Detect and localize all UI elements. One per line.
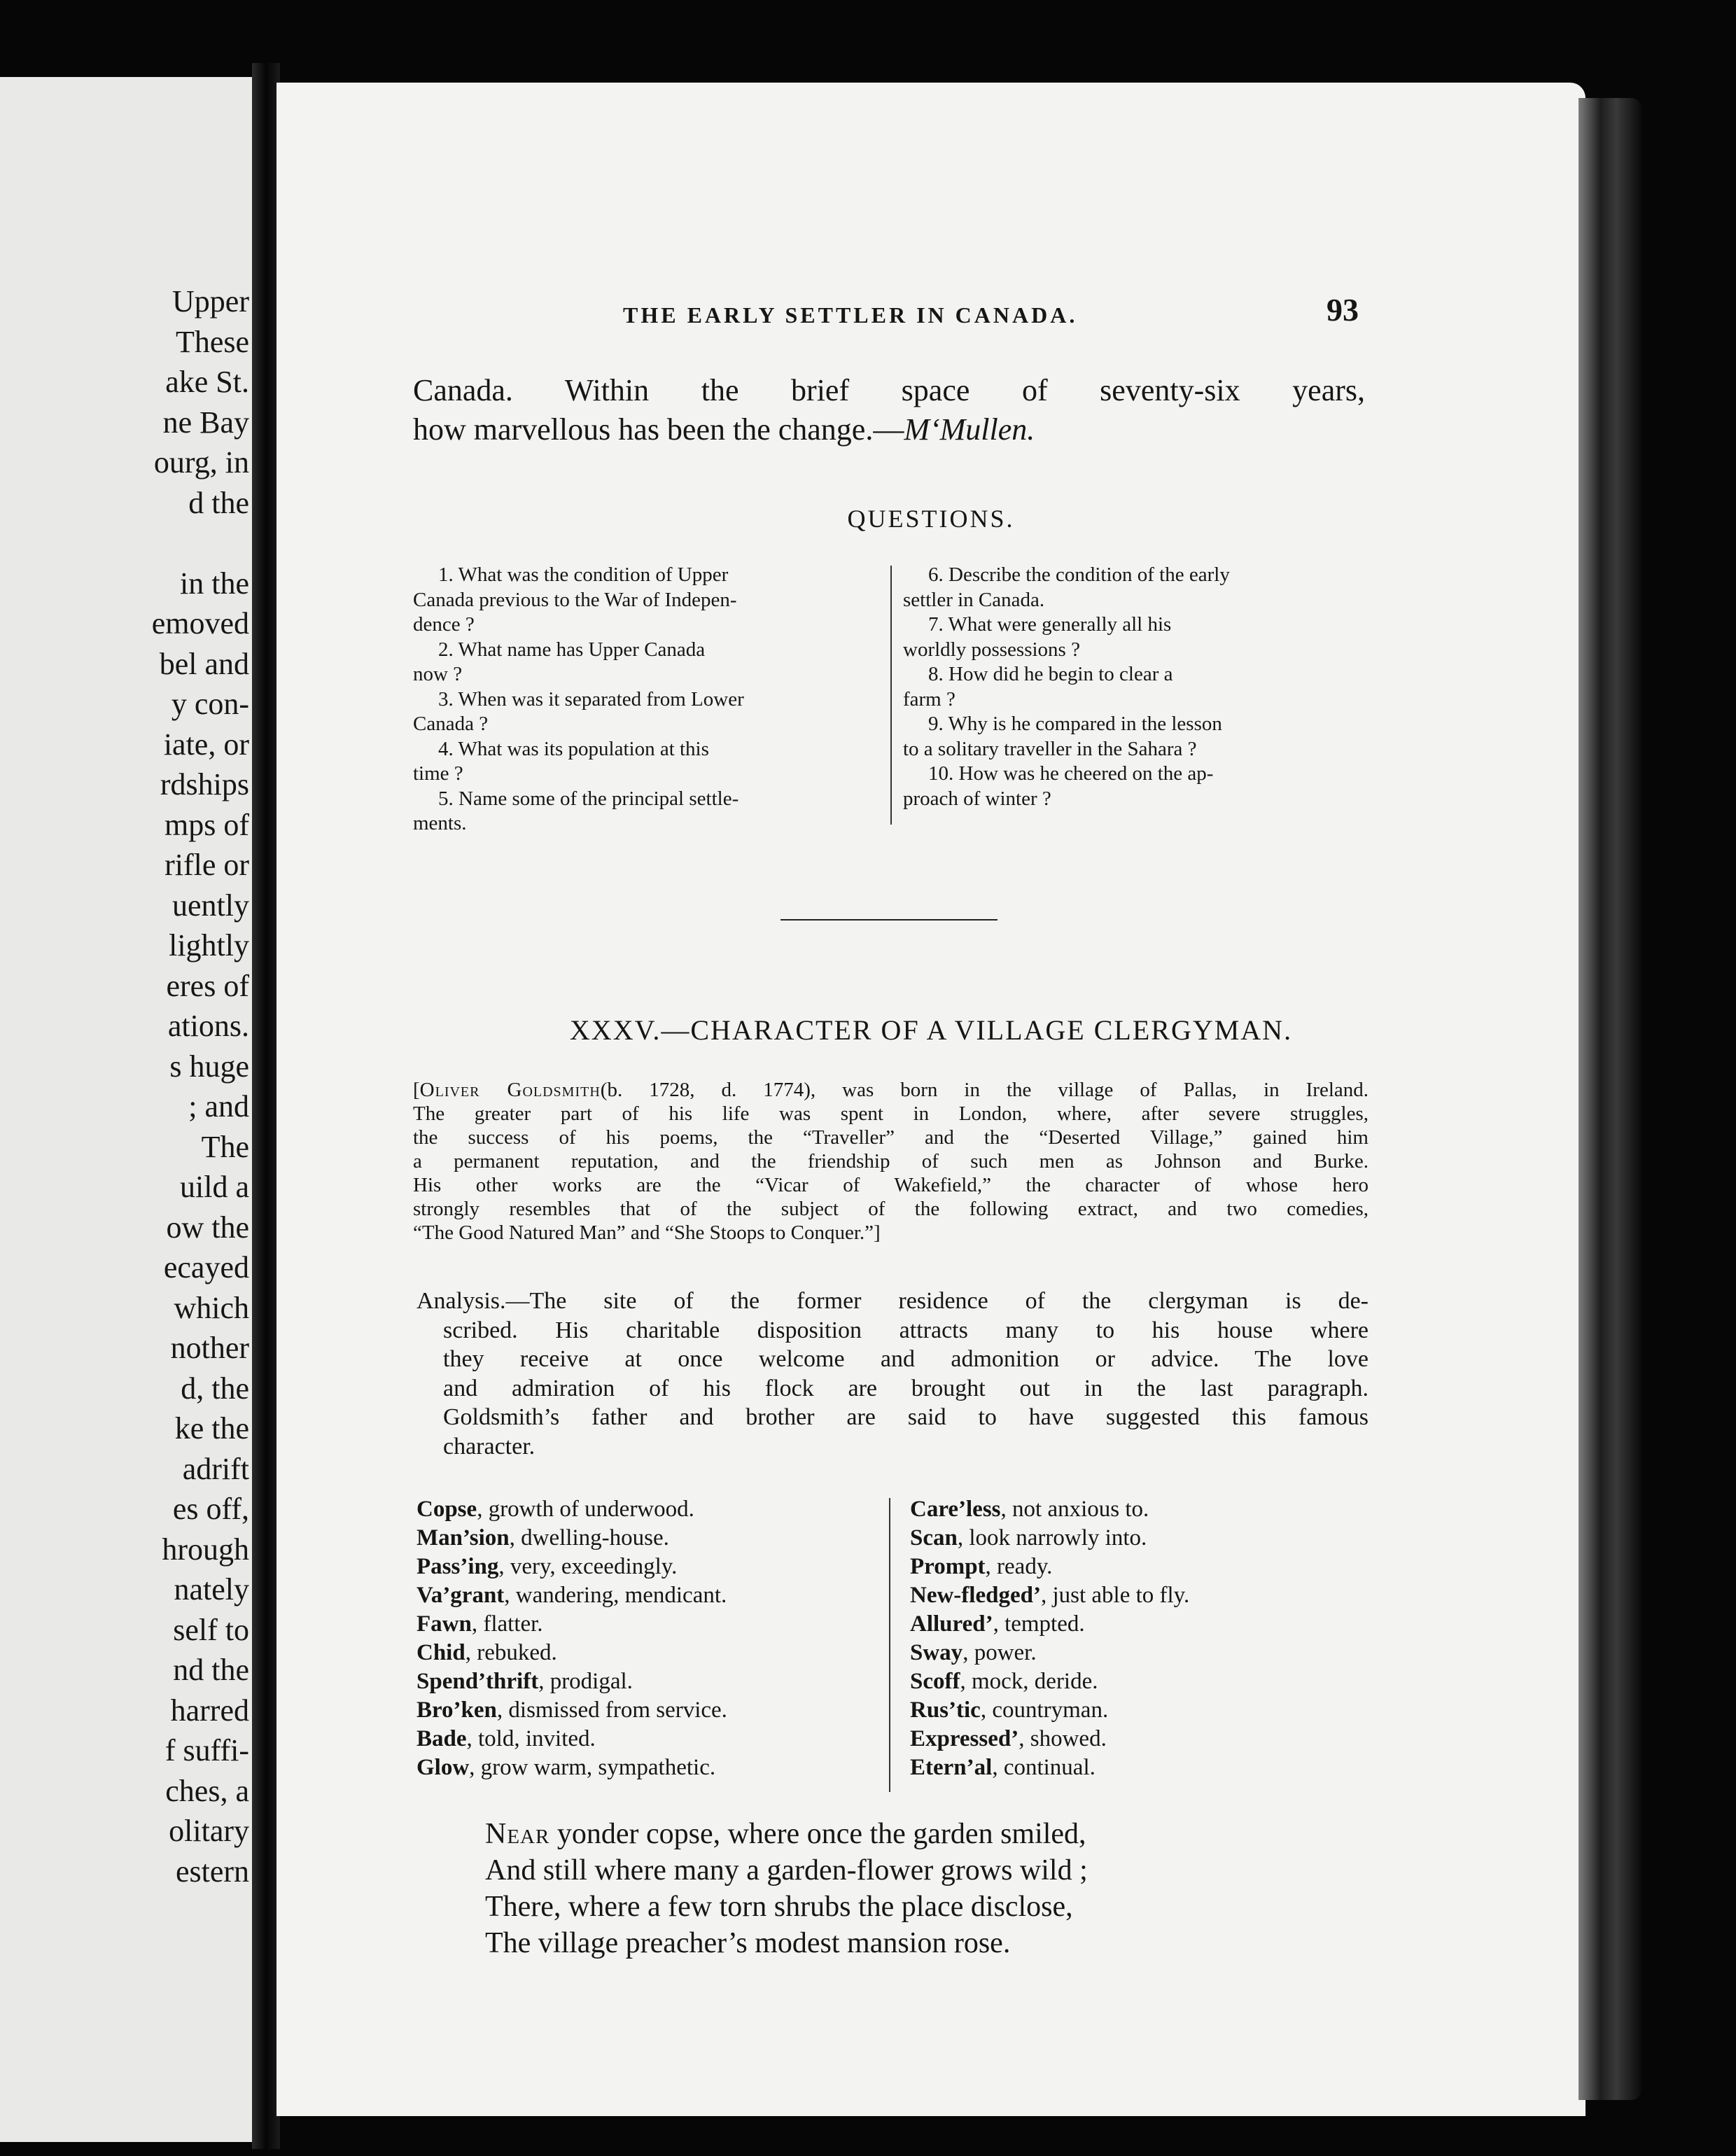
question-line: 10. How was he cheered on the ap- xyxy=(928,762,1214,785)
vocab-definition: , wandering, mendicant. xyxy=(504,1583,727,1608)
continued-line-2-text: how marvellous has been the change.— xyxy=(413,412,904,447)
vocab-definition: , dwelling-house. xyxy=(509,1525,669,1550)
source-author: M‘Mullen. xyxy=(904,412,1035,447)
continued-line-2 xyxy=(413,410,1365,449)
analysis-line: character. xyxy=(443,1433,536,1460)
vocab-definition: , flatter. xyxy=(471,1611,543,1637)
bio-line: His other works are the “Vicar of Wakefield,” the character of whose hero xyxy=(413,1174,1368,1196)
bio-line: “The Good Natured Man” and “She Stoops to Conquer.”] xyxy=(413,1222,881,1244)
left-page-line: ne Bay xyxy=(162,405,249,440)
left-page-line: uild a xyxy=(180,1170,249,1204)
bio-line: a permanent reputation, and the friendship of such men as Johnson and Burke. xyxy=(413,1150,1368,1172)
running-head: THE EARLY SETTLER IN CANADA. xyxy=(623,302,1078,328)
left-page-line: olitary xyxy=(169,1814,249,1848)
left-page-line: es off, xyxy=(172,1492,249,1526)
vocab-entry xyxy=(910,1667,1365,1696)
vocab-word: Copse xyxy=(416,1497,477,1522)
left-page-line: d, the xyxy=(181,1371,249,1406)
bio-line: the success of his poems, the “Traveller” and the “Deserted Village,” gained him xyxy=(413,1126,1368,1149)
left-page-fragment xyxy=(0,77,259,2142)
bio-line-text: (b. 1728, d. 1774), was born in the village of Pallas, in Ireland. xyxy=(600,1079,1368,1101)
vocab-definition: , tempted. xyxy=(993,1611,1085,1637)
vocab-entry xyxy=(416,1667,864,1696)
vocab-definition: , mock, deride. xyxy=(960,1669,1098,1694)
question-line: 1. What was the condition of Upper xyxy=(438,564,729,586)
left-page-line: which xyxy=(174,1290,249,1325)
left-page-line: adrift xyxy=(182,1451,249,1486)
left-page-text-column xyxy=(152,281,249,1891)
right-page xyxy=(276,83,1586,2116)
vocab-definition: , power. xyxy=(962,1640,1037,1665)
question-line: Canada ? xyxy=(413,713,489,735)
vocab-definition: , growth of underwood. xyxy=(477,1497,694,1522)
questions-right-column xyxy=(903,563,1368,811)
left-page-line: bel and xyxy=(159,646,249,681)
vocab-definition: , showed. xyxy=(1018,1726,1107,1751)
vocab-word: Expressed’ xyxy=(910,1726,1019,1751)
left-page-line: ations. xyxy=(167,1009,249,1043)
vocab-word: Sway xyxy=(910,1640,963,1665)
vocab-word: Scan xyxy=(910,1525,958,1550)
left-page-line: The xyxy=(201,1129,249,1164)
question-line: Canada previous to the War of Indepen- xyxy=(413,588,737,611)
vocab-entry xyxy=(416,1610,864,1639)
question-line: now ? xyxy=(413,663,463,685)
vocab-word: Fawn xyxy=(416,1611,472,1637)
poem-line: And still where many a garden-flower grows wild ; xyxy=(485,1854,1088,1886)
vocab-entry xyxy=(910,1524,1365,1553)
question-line: proach of winter ? xyxy=(903,787,1051,810)
left-page-line: ; and xyxy=(188,1089,249,1124)
question-line: 9. Why is he compared in the lesson xyxy=(928,713,1222,735)
left-page-line: ecayed xyxy=(163,1250,249,1284)
left-page-line: d the xyxy=(188,485,249,520)
vocab-word: Bade xyxy=(416,1726,467,1751)
vocab-word: Rus’tic xyxy=(910,1698,981,1723)
section-rule xyxy=(780,919,997,920)
vocab-definition: , continual. xyxy=(992,1755,1096,1780)
vocab-word: Chid xyxy=(416,1640,465,1665)
vocab-word: Spend’thrift xyxy=(416,1669,539,1694)
analysis-line: Goldsmith’s father and brother are said to have suggested this famous xyxy=(443,1404,1368,1430)
question-line: to a solitary traveller in the Sahara ? xyxy=(903,737,1197,760)
analysis-line: Analysis.—The site of the former residence of the clergyman is de- xyxy=(416,1288,1368,1314)
vocab-definition: , prodigal. xyxy=(538,1669,633,1694)
poem-first-word: Near xyxy=(485,1818,550,1850)
vocab-word: Pass’ing xyxy=(416,1554,499,1579)
poem-line: The village preacher’s modest mansion rose. xyxy=(485,1927,1011,1959)
left-page-line: lightly xyxy=(169,928,249,962)
bio-open-bracket: [ xyxy=(413,1079,420,1101)
vocab-word: Glow xyxy=(416,1755,470,1780)
page-header xyxy=(276,292,1586,342)
question-line: 6. Describe the condition of the early xyxy=(928,564,1230,586)
left-page-line: ourg, in xyxy=(153,445,249,479)
lesson-title: XXXV.—CHARACTER OF A VILLAGE CLERGYMAN. xyxy=(569,1014,1293,1046)
left-page-line: uently xyxy=(172,888,249,923)
left-page-line: Upper xyxy=(172,284,249,318)
question-line: 4. What was its population at this xyxy=(438,737,709,760)
vocab-definition: , just able to fly. xyxy=(1040,1583,1190,1608)
analysis-line: they receive at once welcome and admonition or advice. The love xyxy=(443,1346,1368,1372)
vocab-definition: , very, exceedingly. xyxy=(498,1554,678,1579)
bio-line: strongly resembles that of the subject of the following extract, and two comedies, xyxy=(413,1198,1368,1220)
left-page-line: y con- xyxy=(171,687,249,721)
poem-stanza xyxy=(485,1816,1088,1961)
vocab-entry xyxy=(416,1524,864,1553)
questions-left-column xyxy=(413,563,875,836)
left-page-line: ke the xyxy=(174,1411,249,1446)
vocabulary-right-column xyxy=(910,1495,1365,1782)
vocabulary-column-divider xyxy=(889,1498,890,1792)
vocab-entry xyxy=(416,1639,864,1667)
book-gutter xyxy=(252,63,280,2149)
vocab-definition: , rebuked. xyxy=(465,1640,557,1665)
left-page-line xyxy=(152,523,249,564)
vocab-definition: , ready. xyxy=(985,1554,1053,1579)
left-page-line: rdships xyxy=(160,767,249,802)
questions-column-divider xyxy=(890,566,892,825)
vocab-word: Bro’ken xyxy=(416,1698,497,1723)
left-page-line: nately xyxy=(174,1572,249,1606)
vocab-word: New-fledged’ xyxy=(910,1583,1041,1608)
left-page-line: hrough xyxy=(162,1532,249,1567)
left-page-line: nd the xyxy=(173,1653,249,1687)
questions-heading: QUESTIONS. xyxy=(847,505,1015,533)
question-line: 2. What name has Upper Canada xyxy=(438,638,706,661)
left-page-line: harred xyxy=(170,1693,249,1728)
left-page-line: eres of xyxy=(166,968,249,1003)
left-page-line: rifle or xyxy=(164,848,249,882)
vocab-word: Man’sion xyxy=(416,1525,510,1550)
analysis-line: scribed. His charitable disposition attracts many to his house where xyxy=(443,1317,1368,1343)
vocab-word: Prompt xyxy=(910,1554,986,1579)
question-line: 3. When was it separated from Lower xyxy=(438,687,744,710)
vocab-definition: , not anxious to. xyxy=(1000,1497,1149,1522)
vocab-entry xyxy=(910,1610,1365,1639)
left-page-line: ow the xyxy=(166,1210,249,1245)
vocab-entry xyxy=(416,1696,864,1725)
left-page-line: mps of xyxy=(164,807,249,842)
vocab-word: Scoff xyxy=(910,1669,960,1694)
left-page-line: ches, a xyxy=(165,1773,249,1808)
continued-paragraph xyxy=(413,371,1365,449)
analysis-line: and admiration of his flock are brought out in the last paragraph. xyxy=(443,1375,1368,1401)
left-page-line: iate, or xyxy=(163,727,249,762)
lesson-analysis xyxy=(416,1287,1368,1461)
vocab-word: Care’less xyxy=(910,1497,1001,1522)
vocab-entry xyxy=(910,1581,1365,1610)
vocab-entry xyxy=(910,1725,1365,1754)
vocab-definition: , grow warm, sympathetic. xyxy=(469,1755,716,1780)
question-line: time ? xyxy=(413,762,463,785)
vocab-definition: , told, invited. xyxy=(466,1726,596,1751)
continued-line-1: Canada. Within the brief space of seventy-six years, xyxy=(413,373,1365,407)
question-line: 7. What were generally all his xyxy=(928,613,1172,636)
question-line: farm ? xyxy=(903,687,955,710)
question-line: ments. xyxy=(413,812,467,834)
vocabulary-left-column xyxy=(416,1495,864,1782)
vocab-entry xyxy=(416,1553,864,1581)
page-edges xyxy=(1578,98,1642,2100)
left-page-line: f suffi- xyxy=(164,1733,249,1768)
left-page-line: in the xyxy=(180,566,249,601)
vocab-definition: , dismissed from service. xyxy=(496,1698,727,1723)
vocab-entry xyxy=(416,1754,864,1782)
vocab-word: Etern’al xyxy=(910,1755,993,1780)
left-page-line: self to xyxy=(173,1612,249,1647)
author-biography xyxy=(413,1078,1368,1245)
page-number: 93 xyxy=(1326,292,1359,328)
vocab-entry xyxy=(416,1725,864,1754)
question-line: 5. Name some of the principal settle- xyxy=(438,787,739,810)
vocab-entry xyxy=(910,1754,1365,1782)
vocab-word: Va’grant xyxy=(416,1583,505,1608)
bio-line xyxy=(413,1078,1368,1102)
question-line: worldly possessions ? xyxy=(903,638,1080,661)
left-page-line: estern xyxy=(175,1854,249,1889)
vocab-entry xyxy=(910,1553,1365,1581)
question-line: settler in Canada. xyxy=(903,588,1045,611)
poem-line xyxy=(485,1816,1088,1852)
question-line: 8. How did he begin to clear a xyxy=(928,663,1173,685)
vocab-entry xyxy=(416,1581,864,1610)
bio-author-name: Oliver Goldsmith xyxy=(419,1079,601,1101)
left-page-line: These xyxy=(175,324,249,359)
left-page-line: ake St. xyxy=(165,365,249,399)
vocab-definition: , countryman. xyxy=(980,1698,1109,1723)
left-page-line: nother xyxy=(170,1331,249,1365)
left-page-line: s huge xyxy=(169,1049,249,1084)
question-line: dence ? xyxy=(413,613,475,636)
vocab-word: Allured’ xyxy=(910,1611,993,1637)
vocab-entry xyxy=(910,1696,1365,1725)
poem-line-1-rest: yonder copse, where once the garden smiled, xyxy=(550,1818,1086,1850)
vocab-entry xyxy=(416,1495,864,1524)
vocab-entry xyxy=(910,1639,1365,1667)
bio-line: The greater part of his life was spent in London, where, after severe struggles, xyxy=(413,1102,1368,1125)
poem-line: There, where a few torn shrubs the place disclose, xyxy=(485,1891,1073,1923)
left-page-line: emoved xyxy=(151,606,249,640)
vocab-entry xyxy=(910,1495,1365,1524)
vocab-definition: , look narrowly into. xyxy=(957,1525,1147,1550)
